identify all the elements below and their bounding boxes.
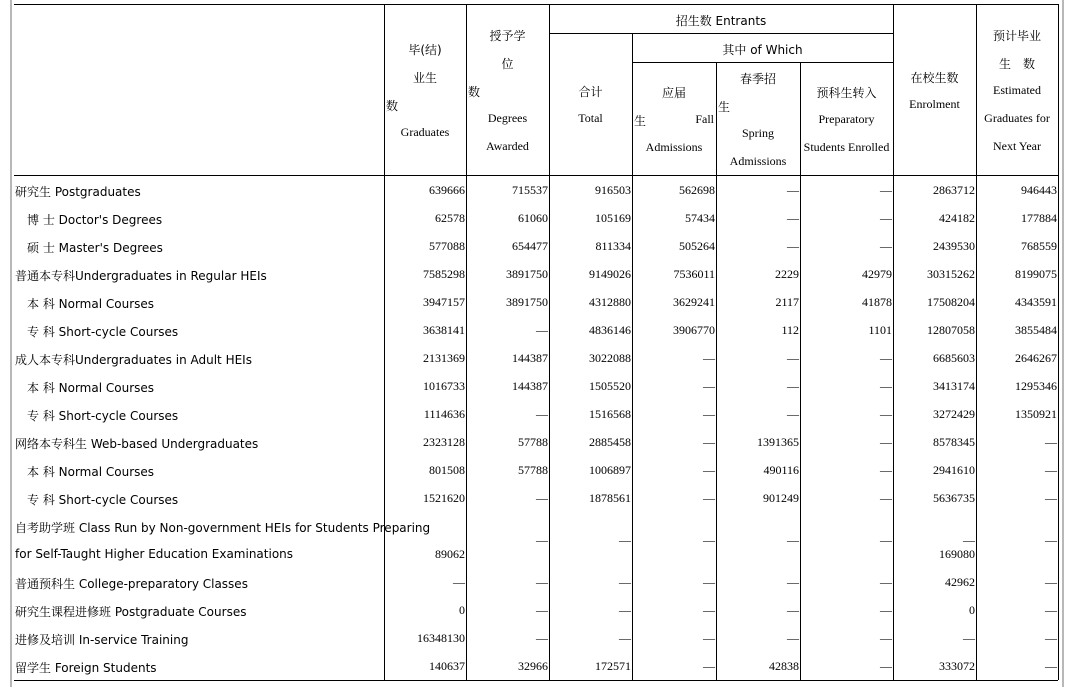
header-fall-line: 应届 bbox=[661, 86, 686, 100]
cell-value: 3947157 bbox=[423, 295, 465, 309]
cell-value: 3022088 bbox=[589, 351, 631, 365]
cell-value: 2941610 bbox=[933, 463, 975, 477]
row-label: 留学生 Foreign Students bbox=[15, 661, 157, 675]
header-estimated-line: Estimated bbox=[993, 83, 1041, 97]
cell-value: 916503 bbox=[595, 183, 631, 197]
cell-value: — bbox=[703, 491, 715, 505]
cell-value: 3906770 bbox=[673, 323, 715, 337]
cell-value: — bbox=[703, 407, 715, 421]
cell-value: 946443 bbox=[1021, 183, 1057, 197]
cell-value: — bbox=[1045, 575, 1057, 589]
cell-value: — bbox=[963, 631, 975, 645]
header-estimated-line: 生 数 bbox=[998, 57, 1035, 71]
cell-value: 901249 bbox=[763, 491, 799, 505]
header-total-line: 合计 bbox=[578, 85, 603, 99]
cell-value: — bbox=[1045, 435, 1057, 449]
cell-value: — bbox=[787, 351, 799, 365]
cell-value: 41878 bbox=[862, 295, 892, 309]
left-page-edge bbox=[10, 0, 12, 687]
cell-value: — bbox=[880, 603, 892, 617]
header-degrees-line: 位 bbox=[501, 57, 514, 71]
cell-value: 9149026 bbox=[589, 267, 631, 281]
row-label: 研究生课程进修班 Postgraduate Courses bbox=[15, 605, 247, 619]
cell-value: 811334 bbox=[595, 239, 631, 253]
cell-value: 505264 bbox=[679, 239, 715, 253]
cell-value: — bbox=[880, 351, 892, 365]
cell-value: — bbox=[787, 575, 799, 589]
row-label: 专 科 Short-cycle Courses bbox=[27, 325, 179, 339]
cell-value: 2863712 bbox=[933, 183, 975, 197]
header-spring-line: 春季招 bbox=[739, 72, 776, 86]
cell-value: 172571 bbox=[595, 659, 631, 673]
row-label: 硕 士 Master's Degrees bbox=[27, 241, 163, 255]
cell-value: 577088 bbox=[429, 239, 465, 253]
row-label: 本 科 Normal Courses bbox=[27, 465, 155, 479]
cell-value: — bbox=[787, 239, 799, 253]
header-of-which: 其中 of Which bbox=[722, 43, 803, 57]
cell-value: 16348130 bbox=[417, 631, 465, 645]
cell-value: — bbox=[880, 407, 892, 421]
cell-value: 4836146 bbox=[589, 323, 631, 337]
cell-value: 1016733 bbox=[423, 379, 465, 393]
cell-value: 490116 bbox=[763, 463, 799, 477]
row-label: 进修及培训 In-service Training bbox=[15, 633, 189, 647]
header-degrees bbox=[466, 0, 549, 175]
cell-value: — bbox=[536, 631, 548, 645]
cell-value: 1505520 bbox=[589, 379, 631, 393]
cell-value: 89062 bbox=[435, 547, 465, 561]
cell-value: 5636735 bbox=[933, 491, 975, 505]
cell-value: — bbox=[963, 533, 975, 547]
cell-value: — bbox=[703, 603, 715, 617]
cell-value: 57788 bbox=[518, 463, 548, 477]
cell-value: — bbox=[1045, 463, 1057, 477]
cell-value: 639666 bbox=[429, 183, 465, 197]
cell-value: 562698 bbox=[679, 183, 715, 197]
cell-value: — bbox=[880, 379, 892, 393]
cell-value: 1391365 bbox=[757, 435, 799, 449]
header-graduates bbox=[384, 0, 466, 175]
header-spring-line: Admissions bbox=[729, 154, 787, 168]
cell-value: — bbox=[880, 533, 892, 547]
cell-value: — bbox=[787, 211, 799, 225]
row-label: 成人本专科Undergraduates in Adult HEIs bbox=[15, 353, 252, 367]
cell-value: — bbox=[703, 575, 715, 589]
cell-value: — bbox=[787, 379, 799, 393]
cell-value: 2117 bbox=[775, 295, 799, 309]
cell-value: 140637 bbox=[429, 659, 465, 673]
row-label: 自考助学班 Class Run by Non-government HEIs for Students Preparing bbox=[15, 521, 431, 535]
cell-value: — bbox=[880, 659, 892, 673]
cell-value: 3891750 bbox=[506, 295, 548, 309]
row-label: 普通预科生 College-preparatory Classes bbox=[15, 577, 248, 591]
cell-value: — bbox=[703, 659, 715, 673]
cell-value: 2323128 bbox=[423, 435, 465, 449]
header-estimated bbox=[976, 0, 1058, 175]
cell-value: 2646267 bbox=[1015, 351, 1057, 365]
cell-value: 768559 bbox=[1021, 239, 1057, 253]
cell-value: — bbox=[619, 631, 631, 645]
cell-value: 1521620 bbox=[423, 491, 465, 505]
header-degrees-line: 授予学 bbox=[489, 29, 526, 43]
cell-value: 30315262 bbox=[927, 267, 975, 281]
cell-value: 3629241 bbox=[673, 295, 715, 309]
cell-value: 7585298 bbox=[423, 267, 465, 281]
cell-value: — bbox=[880, 435, 892, 449]
table-bottom-border bbox=[14, 680, 1058, 681]
cell-value: — bbox=[703, 463, 715, 477]
cell-value: — bbox=[880, 631, 892, 645]
header-degrees-line: 数 bbox=[468, 85, 481, 99]
header-prep-line: Students Enrolled bbox=[803, 140, 890, 154]
row-label: 普通本专科Undergraduates in Regular HEIs bbox=[15, 269, 267, 283]
header-enrolment-line: Enrolment bbox=[909, 97, 960, 111]
cell-value: — bbox=[536, 575, 548, 589]
cell-value: — bbox=[880, 491, 892, 505]
cell-value: — bbox=[703, 379, 715, 393]
cell-value: 1878561 bbox=[589, 491, 631, 505]
cell-value: — bbox=[536, 323, 548, 337]
cell-value: 801508 bbox=[429, 463, 465, 477]
cell-value: 2131369 bbox=[423, 351, 465, 365]
header-fall-line: Fall bbox=[695, 112, 714, 126]
cell-value: 144387 bbox=[512, 379, 548, 393]
cell-value: — bbox=[880, 575, 892, 589]
header-estimated-line: 预计毕业 bbox=[992, 29, 1041, 43]
header-degrees-line: Awarded bbox=[486, 139, 529, 153]
cell-value: 0 bbox=[969, 603, 975, 617]
cell-value: 2229 bbox=[775, 267, 799, 281]
cell-value: 715537 bbox=[512, 183, 548, 197]
cell-value: — bbox=[703, 435, 715, 449]
cell-value: 57788 bbox=[518, 435, 548, 449]
row-label: 博 士 Doctor's Degrees bbox=[27, 213, 163, 227]
header-spring-line: 生 bbox=[718, 100, 731, 114]
cell-value: — bbox=[703, 631, 715, 645]
cell-value: 169080 bbox=[939, 547, 975, 561]
row-label: 研究生 Postgraduates bbox=[15, 185, 141, 199]
header-fall-line: 生 bbox=[634, 114, 647, 128]
cell-value: — bbox=[703, 533, 715, 547]
cell-value: — bbox=[1045, 491, 1057, 505]
cell-value: — bbox=[619, 575, 631, 589]
cell-value: 2885458 bbox=[589, 435, 631, 449]
cell-value: 144387 bbox=[512, 351, 548, 365]
cell-value: 6685603 bbox=[933, 351, 975, 365]
header-entrants: 招生数 Entrants bbox=[675, 14, 767, 28]
cell-value: 112 bbox=[781, 323, 799, 337]
cell-value: — bbox=[619, 603, 631, 617]
cell-value: — bbox=[880, 211, 892, 225]
right-page-edge bbox=[1062, 0, 1064, 687]
cell-value: — bbox=[453, 575, 465, 589]
header-graduates-line: 数 bbox=[386, 99, 399, 113]
row-label: 本 科 Normal Courses bbox=[27, 297, 155, 311]
cell-value: 3891750 bbox=[506, 267, 548, 281]
cell-value: — bbox=[787, 533, 799, 547]
cell-value: — bbox=[1045, 631, 1057, 645]
header-spring-line: Spring bbox=[741, 126, 774, 140]
cell-value: 62578 bbox=[435, 211, 465, 225]
column-divider bbox=[1058, 4, 1059, 680]
cell-value: 42838 bbox=[769, 659, 799, 673]
row-label: 本 科 Normal Courses bbox=[27, 381, 155, 395]
cell-value: 42979 bbox=[862, 267, 892, 281]
cell-value: 3272429 bbox=[933, 407, 975, 421]
header-bottom-border bbox=[14, 175, 1058, 176]
cell-value: — bbox=[703, 351, 715, 365]
header-estimated-line: Graduates for bbox=[984, 111, 1050, 125]
cell-value: — bbox=[787, 631, 799, 645]
cell-value: 654477 bbox=[512, 239, 548, 253]
cell-value: 333072 bbox=[939, 659, 975, 673]
cell-value: 3638141 bbox=[423, 323, 465, 337]
cell-value: 1101 bbox=[868, 323, 892, 337]
cell-value: 4312880 bbox=[589, 295, 631, 309]
cell-value: 0 bbox=[459, 603, 465, 617]
header-total-line: Total bbox=[578, 111, 603, 125]
cell-value: — bbox=[536, 603, 548, 617]
cell-value: 7536011 bbox=[673, 267, 715, 281]
cell-value: 4343591 bbox=[1015, 295, 1057, 309]
row-label: for Self-Taught Higher Education Examinations bbox=[15, 547, 294, 561]
cell-value: 1516568 bbox=[589, 407, 631, 421]
cell-value: — bbox=[880, 183, 892, 197]
cell-value: 1114636 bbox=[423, 407, 465, 421]
cell-value: 177884 bbox=[1021, 211, 1057, 225]
header-graduates-line: 业生 bbox=[412, 71, 437, 85]
cell-value: 61060 bbox=[518, 211, 548, 225]
cell-value: — bbox=[787, 603, 799, 617]
cell-value: 42962 bbox=[945, 575, 975, 589]
cell-value: 1350921 bbox=[1015, 407, 1057, 421]
cell-value: — bbox=[1045, 533, 1057, 547]
cell-value: 424182 bbox=[939, 211, 975, 225]
cell-value: 8578345 bbox=[933, 435, 975, 449]
header-enrolment-line: 在校生数 bbox=[910, 71, 959, 85]
cell-value: — bbox=[536, 533, 548, 547]
cell-value: — bbox=[619, 533, 631, 547]
row-label: 网络本专科生 Web-based Undergraduates bbox=[15, 437, 259, 451]
cell-value: 2439530 bbox=[933, 239, 975, 253]
header-enrolment bbox=[893, 0, 976, 175]
cell-value: — bbox=[787, 407, 799, 421]
row-label: 专 科 Short-cycle Courses bbox=[27, 493, 179, 507]
cell-value: 8199075 bbox=[1015, 267, 1057, 281]
header-estimated-line: Next Year bbox=[993, 139, 1041, 153]
cell-value: 1295346 bbox=[1015, 379, 1057, 393]
header-graduates-line: Graduates bbox=[400, 125, 450, 139]
header-degrees-line: Degrees bbox=[487, 111, 528, 125]
cell-value: 32966 bbox=[518, 659, 548, 673]
header-fall-line: Admissions bbox=[645, 140, 703, 154]
cell-value: — bbox=[880, 463, 892, 477]
cell-value: 3855484 bbox=[1015, 323, 1057, 337]
cell-value: — bbox=[536, 491, 548, 505]
cell-value: 17508204 bbox=[927, 295, 975, 309]
row-label: 专 科 Short-cycle Courses bbox=[27, 409, 179, 423]
cell-value: 1006897 bbox=[589, 463, 631, 477]
cell-value: — bbox=[1045, 659, 1057, 673]
cell-value: 57434 bbox=[685, 211, 715, 225]
header-graduates-line: 毕(结) bbox=[408, 43, 442, 57]
cell-value: 3413174 bbox=[933, 379, 975, 393]
cell-value: 105169 bbox=[595, 211, 631, 225]
cell-value: — bbox=[787, 183, 799, 197]
header-prep-line: 预科生转入 bbox=[816, 86, 877, 100]
cell-value: 12807058 bbox=[927, 323, 975, 337]
cell-value: — bbox=[880, 239, 892, 253]
cell-value: — bbox=[536, 407, 548, 421]
header-prep-line: Preparatory bbox=[818, 112, 875, 126]
cell-value: — bbox=[1045, 603, 1057, 617]
